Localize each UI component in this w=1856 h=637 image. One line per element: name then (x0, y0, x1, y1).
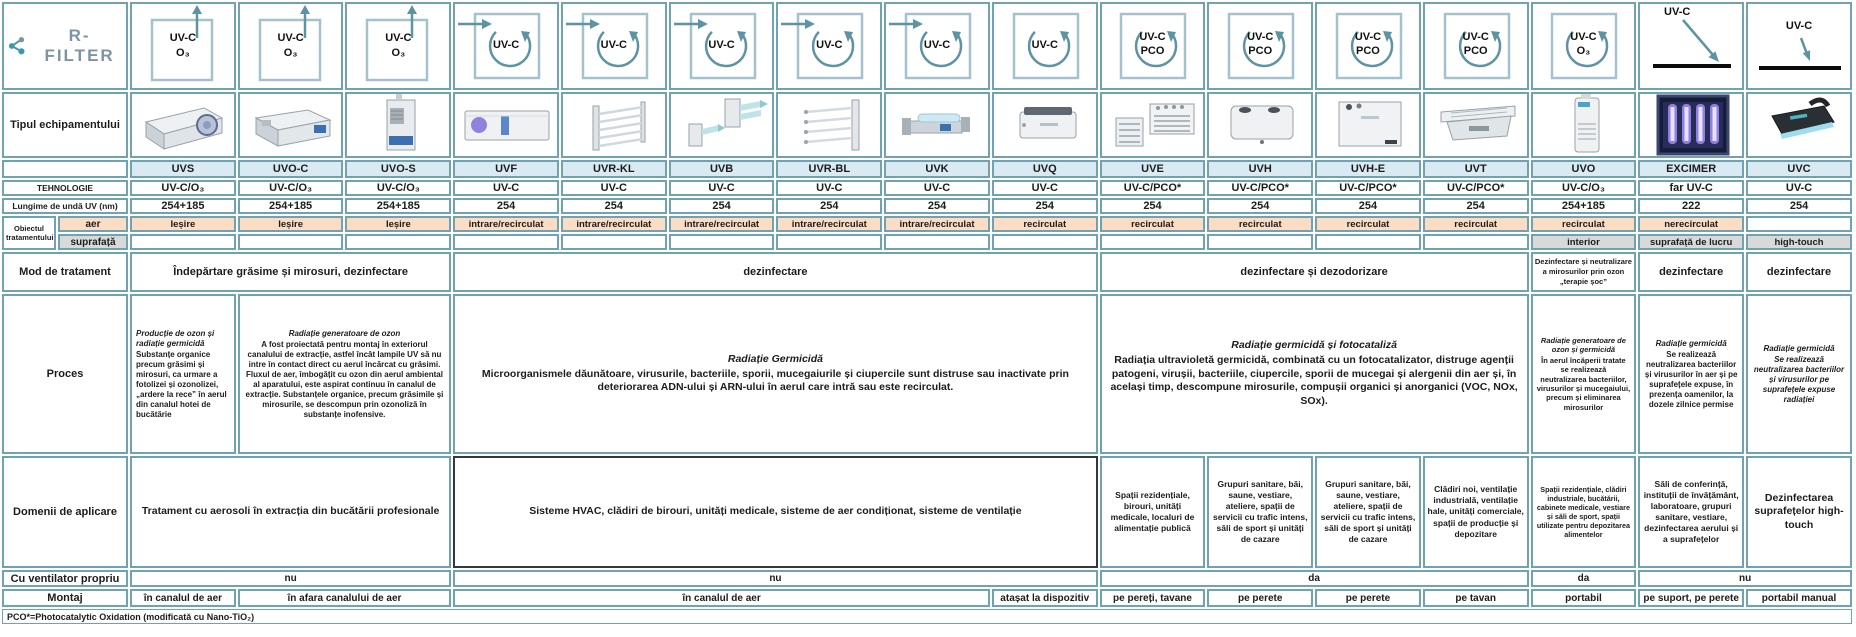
mode-cell-uvc: dezinfectare (1746, 252, 1852, 292)
product-name-uvt: UVT (1423, 160, 1529, 178)
diagram-uvt (1423, 2, 1529, 90)
process-cell-germicidal (453, 294, 1097, 454)
product-name-uvq: UVQ (992, 160, 1098, 178)
row-technology (2, 180, 1852, 196)
process-cell-uvo-portable (1531, 294, 1637, 454)
diagram-uve (1100, 2, 1206, 90)
product-image-uvf (453, 92, 559, 158)
mounting-uvs: în canalul de aer (130, 589, 236, 607)
mounting-uvo-cs: în afara canalului de aer (238, 589, 451, 607)
diagram-uvh-e (1315, 2, 1421, 90)
wavelength-uvo-c: 254+185 (238, 198, 344, 214)
mounting-uvh: pe perete (1207, 589, 1313, 607)
surface-treatment-uvb (669, 234, 775, 250)
surface-treatment-uvh (1207, 234, 1313, 250)
product-name-uvr-kl: UVR-KL (561, 160, 667, 178)
diagram-label-primary: UV-C (1785, 20, 1813, 32)
process-title: Radiație Germicidă (727, 353, 823, 366)
diagram-uvr-kl (561, 2, 667, 90)
brand-logo (2, 2, 128, 90)
wavelength-uvk: 254 (884, 198, 990, 214)
diagram-uvo-s (345, 2, 451, 90)
product-image-uvo (1531, 92, 1637, 158)
product-name-excimer: EXCIMER (1638, 160, 1744, 178)
air-treatment-uvo: recirculat (1531, 216, 1637, 232)
air-treatment-uvt: recirculat (1423, 216, 1529, 232)
diagram-label-primary: UV-C (1354, 31, 1382, 43)
air-label: aer (58, 216, 128, 232)
process-body: Microorganismele dăunătoare, virusurile, bacteriile, sporii, mucegaiurile și ciupercile sunt distruse sau inactivate prin deteriorarea ADN-ului și ARN-ului în aerul care intră sau este recirculat. (481, 367, 1069, 394)
surface-treatment-uvr-bl (776, 234, 882, 250)
technology-label: TEHNOLOGIE (2, 180, 128, 196)
surface-treatment-uvo: interior (1531, 234, 1637, 250)
process-body: Substanțe organice precum grăsimi și mirosuri, ca urmare a fotolizei și ozonolizei, „ardere la rece” în aerul din canalul hotei de bucătărie (136, 349, 227, 419)
product-image-uvb (669, 92, 775, 158)
row-own-fan (2, 570, 1852, 587)
pco-footnote: PCO*=Photocatalytic Oxidation (modificată cu Nano-TiO₂) (2, 609, 1852, 624)
product-image-uvr-bl (776, 92, 882, 158)
diagram-uvs (130, 2, 236, 90)
process-title: Producție de ozon și radiație germicidă (136, 328, 215, 348)
own-fan-pco: da (1100, 570, 1529, 587)
diagram-uvc (1746, 2, 1852, 90)
surface-treatment-uvq (992, 234, 1098, 250)
air-treatment-uvq: recirculat (992, 216, 1098, 232)
air-treatment-uvr-kl: intrare/recirculat (561, 216, 667, 232)
air-treatment-uvr-bl: intrare/recirculat (776, 216, 882, 232)
diagram-label-primary: UV-C (923, 39, 951, 51)
wavelength-uvh-e: 254 (1315, 198, 1421, 214)
product-image-uvq (992, 92, 1098, 158)
surface-treatment-uvk (884, 234, 990, 250)
process-title: Radiație generatoare de ozon și germicidă (1540, 336, 1626, 355)
surface-treatment-uvt (1423, 234, 1529, 250)
wavelength-uvf: 254 (453, 198, 559, 214)
product-image-uvt (1423, 92, 1529, 158)
product-name-uve: UVE (1100, 160, 1206, 178)
diagram-label-secondary: PCO (1463, 45, 1488, 57)
wavelength-uvo-s: 254+185 (345, 198, 451, 214)
diagram-label-secondary: O₃ (283, 47, 298, 59)
technology-uvo: UV-C/O₃ (1531, 180, 1637, 196)
own-fan-uvo: da (1531, 570, 1637, 587)
diagram-label-primary: UV-C (385, 32, 412, 44)
air-treatment-excimer: nerecirculat (1638, 216, 1744, 232)
diagram-label-primary: UV-C (708, 39, 735, 51)
mode-cell-kitchen: Îndepărtare grăsime și mirosuri, dezinfectare (130, 252, 451, 292)
product-image-uvo-s (345, 92, 451, 158)
air-treatment-uvc (1746, 216, 1852, 232)
row-treatment-mode (2, 252, 1852, 292)
air-treatment-uvh-e: recirculat (1315, 216, 1421, 232)
row-equipment-images (2, 92, 1852, 158)
diagram-uvr-bl (776, 2, 882, 90)
diagram-uvk (884, 2, 990, 90)
applications-label: Domenii de aplicare (2, 456, 128, 568)
technology-uvo-c: UV-C/O₃ (238, 180, 344, 196)
product-image-uvo-c (238, 92, 344, 158)
diagram-label-primary: UV-C (277, 32, 304, 44)
product-image-uvc (1746, 92, 1852, 158)
process-body: A fost proiectată pentru montaj în exteriorul canalului de extracție, astfel încât lampile UV să nu intre în contact direct cu aerul încărcat cu grăsimi. Fluxul de aer, îmbogățit cu ozon din aerul ambiental al aparatului, este aspirat continuu în canalul de extracție. Substanțele organice, precum grăsimile și mirosurile, se descompun prin ozonoliză în substanțe inofensive. (245, 339, 444, 419)
diagram-uvf (453, 2, 559, 90)
wavelength-uvr-bl: 254 (776, 198, 882, 214)
diagram-label-primary: UV-C (169, 32, 197, 44)
product-image-uvh-e (1315, 92, 1421, 158)
technology-uvs: UV-C/O₃ (130, 180, 236, 196)
mounting-uvo: portabil (1531, 589, 1637, 607)
air-treatment-uvs: Ieșire (130, 216, 236, 232)
applications-cell-uvt: Clădiri noi, ventilație industrială, ventilație hale, unități comerciale, spații de producție și depozitare (1423, 456, 1529, 568)
technology-uvq: UV-C (992, 180, 1098, 196)
technology-uvh: UV-C/PCO* (1207, 180, 1313, 196)
row-airflow-diagrams (2, 2, 1852, 90)
air-treatment-uvb: intrare/recirculat (669, 216, 775, 232)
wavelength-uvs: 254+185 (130, 198, 236, 214)
applications-cell-uvh-e: Grupuri sanitare, băi, saune, vestiare, ateliere, spații de servicii cu trafic intens, săli de sport și unități de cazare (1315, 456, 1421, 568)
surface-treatment-excimer: suprafață de lucru (1638, 234, 1744, 250)
treatment-mode-label: Mod de tratament (2, 252, 128, 292)
surface-treatment-uvc: high-touch (1746, 234, 1852, 250)
air-treatment-uvo-c: Ieșire (238, 216, 344, 232)
applications-cell-kitchen: Tratament cu aerosoli în extracția din bucătării profesionale (130, 456, 451, 568)
equipment-type-label: Tipul echipamentului (2, 92, 128, 158)
diagram-label-primary: UV-C (1247, 31, 1274, 43)
technology-uvo-s: UV-C/O₃ (345, 180, 451, 196)
row-applications (2, 456, 1852, 568)
own-fan-hvac: nu (453, 570, 1097, 587)
product-name-uvo-c: UVO-C (238, 160, 344, 178)
surface-label: suprafață (58, 234, 128, 250)
wavelength-uvr-kl: 254 (561, 198, 667, 214)
technology-uve: UV-C/PCO* (1100, 180, 1206, 196)
molecule-icon (6, 34, 29, 58)
mode-cell-uvo: Dezinfectare și neutralizare a mirosurilor prin ozon „terapie șoc” (1531, 252, 1637, 292)
diagram-uvb (669, 2, 775, 90)
surface-treatment-uvo-c (238, 234, 344, 250)
product-name-uvo-s: UVO-S (345, 160, 451, 178)
process-body: Radiația ultravioletă germicidă, combinată cu un fotocatalizator, distruge agenții patogeni, virușii, bacteriile, ciupercile, sporii de mucegai și alergenii din aer și, în același timp, descompune mirosurile, compușii organici și anorganici (VOC, NOx, SOx). (1110, 354, 1518, 407)
process-title: Radiație germicidă (1763, 343, 1835, 353)
technology-excimer: far UV-C (1638, 180, 1744, 196)
mounting-uve: pe pereți, tavane (1100, 589, 1206, 607)
wavelength-uve: 254 (1100, 198, 1206, 214)
technology-uvk: UV-C (884, 180, 990, 196)
mounting-ducts: în canalul de aer (453, 589, 990, 607)
diagram-label-primary: UV-C (1139, 31, 1166, 43)
diagram-label-primary: UV-C (1664, 6, 1691, 18)
product-name-uvh: UVH (1207, 160, 1313, 178)
brand-name: R-FILTER (44, 26, 115, 65)
applications-cell-uve: Spații rezidențiale, birouri, unități medicale, localuri de alimentație publică (1100, 456, 1206, 568)
process-body: În aerul încăperii tratate se realizează neutralizarea bacteriilor, virusurilor și mucegaiului, precum și eliminarea mirosurilor (1536, 355, 1631, 412)
mounting-excimer: pe suport, pe perete (1638, 589, 1744, 607)
product-name-uvf: UVF (453, 160, 559, 178)
product-image-uvk (884, 92, 990, 158)
process-cell-photocatalysis (1100, 294, 1529, 454)
row-surface-treatment (2, 234, 1852, 250)
process-cell-excimer (1638, 294, 1744, 454)
process-cell-uvs (130, 294, 236, 454)
wavelength-label: Lungime de undă UV (nm) (2, 198, 128, 214)
wavelength-uvc: 254 (1746, 198, 1852, 214)
applications-cell-uvh: Grupuri sanitare, băi, saune, vestiare, ateliere, spații de servicii cu trafic intens, săli de sport și unități de cazare (1207, 456, 1313, 568)
technology-uvr-bl: UV-C (776, 180, 882, 196)
diagram-label-primary: UV-C (1031, 39, 1058, 51)
product-image-uvh (1207, 92, 1313, 158)
process-title: Radiație germicidă (1655, 338, 1727, 348)
diagram-label-primary: UV-C (1570, 31, 1597, 43)
product-name-label-spacer (2, 160, 128, 178)
product-name-uvb: UVB (669, 160, 775, 178)
wavelength-uvt: 254 (1423, 198, 1529, 214)
product-image-uvr-kl (561, 92, 667, 158)
applications-cell-uvc: Dezinfectarea suprafețelor high-touch (1746, 456, 1852, 568)
air-treatment-uve: recirculat (1100, 216, 1206, 232)
diagram-label-secondary: PCO (1140, 45, 1165, 57)
mounting-uvh-e: pe perete (1315, 589, 1421, 607)
row-product-names (2, 160, 1852, 178)
own-fan-kitchen: nu (130, 570, 451, 587)
wavelength-uvq: 254 (992, 198, 1098, 214)
row-air-treatment (2, 216, 1852, 232)
process-label: Proces (2, 294, 128, 454)
process-title: Radiație germicidă și fotocataliză (1231, 339, 1397, 352)
product-image-uvs (130, 92, 236, 158)
mounting-uvt: pe tavan (1423, 589, 1529, 607)
treatment-object-label: Obiectul tratamentului (2, 216, 56, 250)
product-name-uvc: UVC (1746, 160, 1852, 178)
process-body: Se realizează neutralizarea bacteriilor și virusurilor în aer și pe suprafețele expuse, în prezența oamenilor, la dozele zilnice permise (1644, 349, 1738, 409)
diagram-uvh (1207, 2, 1313, 90)
product-name-uvh-e: UVH-E (1315, 160, 1421, 178)
process-body: Se realizează neutralizarea bacteriilor și virusurilor pe suprafețele expuse radiației (1753, 354, 1845, 404)
surface-treatment-uvh-e (1315, 234, 1421, 250)
applications-cell-uvo: Spații rezidențiale, clădiri industriale, bucătării, cabinete medicale, vestiare și săli de sport, spații utilizate pentru depozitarea alimentelor (1531, 456, 1637, 568)
technology-uvr-kl: UV-C (561, 180, 667, 196)
product-name-uvr-bl: UVR-BL (776, 160, 882, 178)
own-fan-label: Cu ventilator propriu (2, 570, 128, 587)
technology-uvf: UV-C (453, 180, 559, 196)
diagram-uvo-c (238, 2, 344, 90)
surface-treatment-uve (1100, 234, 1206, 250)
mounting-uvq: atașat la dispozitiv (992, 589, 1098, 607)
applications-cell-excimer: Săli de conferință, instituții de învățământ, laboratoare, grupuri sanitare, vestiare, dezinfectarea aerului și a suprafețelor (1638, 456, 1744, 568)
row-process (2, 294, 1852, 454)
product-name-uvk: UVK (884, 160, 990, 178)
air-treatment-uvf: intrare/recirculat (453, 216, 559, 232)
air-treatment-uvh: recirculat (1207, 216, 1313, 232)
row-wavelength (2, 198, 1852, 214)
diagram-label-secondary: PCO (1356, 45, 1380, 57)
mode-cell-hvac: dezinfectare (453, 252, 1097, 292)
technology-uvc: UV-C (1746, 180, 1852, 196)
product-image-uve (1100, 92, 1206, 158)
mode-cell-excimer: dezinfectare (1638, 252, 1744, 292)
product-image-excimer (1638, 92, 1744, 158)
wavelength-excimer: 222 (1638, 198, 1744, 214)
product-name-uvs: UVS (130, 160, 236, 178)
diagram-label-primary: UV-C (816, 39, 843, 51)
diagram-label-secondary: PCO (1248, 45, 1273, 57)
mounting-label: Montaj (2, 589, 128, 607)
diagram-label-primary: UV-C (1462, 31, 1489, 43)
process-cell-uvo-duct (238, 294, 451, 454)
diagram-label-primary: UV-C (492, 39, 520, 51)
applications-cell-hvac: Sisteme HVAC, clădiri de birouri, unități medicale, sisteme de aer condiționat, sisteme de ventilație (453, 456, 1097, 568)
diagram-excimer (1638, 2, 1744, 90)
surface-treatment-uvf (453, 234, 559, 250)
product-name-uvo: UVO (1531, 160, 1637, 178)
diagram-uvo (1531, 2, 1637, 90)
technology-uvb: UV-C (669, 180, 775, 196)
diagram-uvq (992, 2, 1098, 90)
diagram-label-secondary: O₃ (1576, 45, 1591, 57)
mode-cell-pco: dezinfectare și dezodorizare (1100, 252, 1529, 292)
wavelength-uvo: 254+185 (1531, 198, 1637, 214)
surface-treatment-uvs (130, 234, 236, 250)
wavelength-uvb: 254 (669, 198, 775, 214)
process-title: Radiație generatoare de ozon (288, 328, 401, 338)
row-mounting (2, 589, 1852, 607)
process-cell-uvc (1746, 294, 1852, 454)
air-treatment-uvo-s: Ieșire (345, 216, 451, 232)
wavelength-uvh: 254 (1207, 198, 1313, 214)
surface-treatment-uvr-kl (561, 234, 667, 250)
surface-treatment-uvo-s (345, 234, 451, 250)
diagram-label-secondary: O₃ (176, 47, 190, 59)
mounting-uvc: portabil manual (1746, 589, 1852, 607)
diagram-label-primary: UV-C (600, 39, 627, 51)
air-treatment-uvk: intrare/recirculat (884, 216, 990, 232)
technology-uvt: UV-C/PCO* (1423, 180, 1529, 196)
diagram-label-secondary: O₃ (391, 47, 406, 59)
technology-uvh-e: UV-C/PCO* (1315, 180, 1421, 196)
row-footnote (2, 609, 1852, 624)
own-fan-surface: nu (1638, 570, 1852, 587)
